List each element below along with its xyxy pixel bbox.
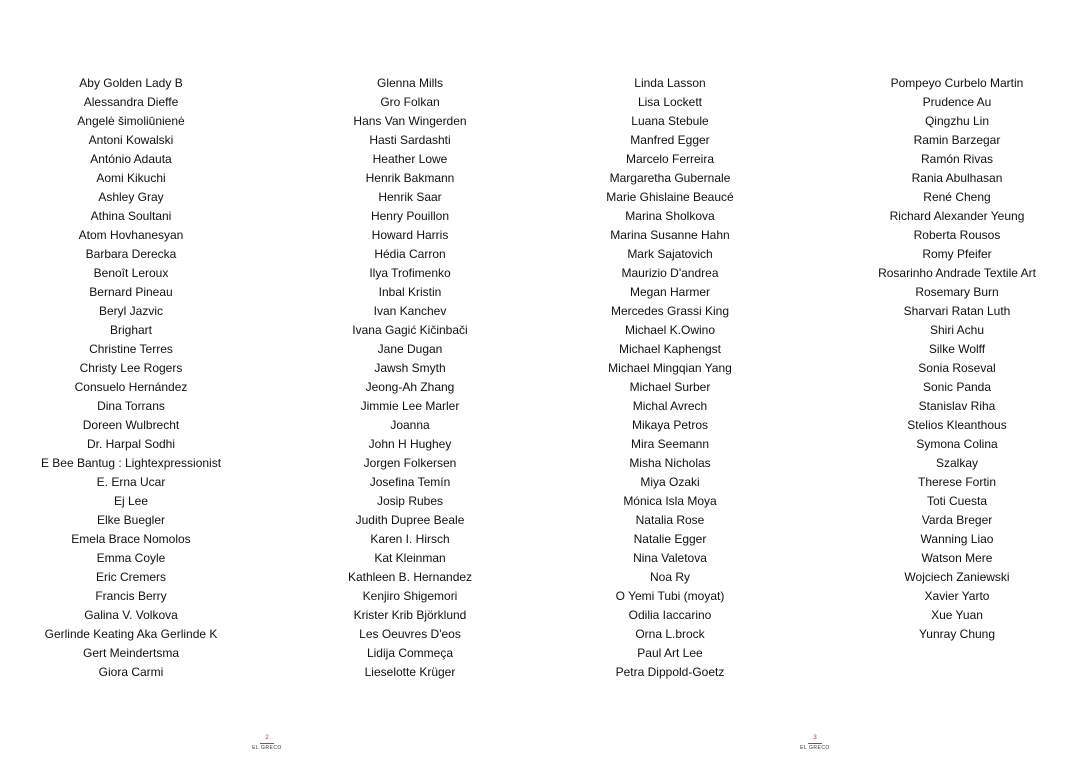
name-column-3 — [540, 74, 800, 682]
artist-name: Lidija Commeça — [366, 646, 454, 660]
artist-name: Manfred Egger — [630, 133, 710, 147]
artist-name: Hédia Carron — [374, 247, 446, 261]
artist-name: Henrik Bakmann — [365, 171, 455, 185]
artist-name: Henrik Saar — [378, 190, 442, 204]
artist-name: Elke Buegler — [96, 513, 166, 527]
artist-name: Josip Rubes — [376, 494, 444, 508]
artist-name: Sonia Roseval — [918, 361, 996, 375]
artist-name: Prudence Au — [922, 95, 992, 109]
artist-name: Marie Ghislaine Beaucé — [606, 190, 734, 204]
artist-name: Heather Lowe — [372, 152, 448, 166]
artist-name: Henry Pouillon — [370, 209, 450, 223]
artist-name: Marina Sholkova — [625, 209, 715, 223]
artist-name: Michal Avrech — [632, 399, 708, 413]
left-page-number: 2 — [265, 735, 269, 741]
artist-name: Hans Van Wingerden — [353, 114, 467, 128]
artist-name: Mónica Isla Moya — [623, 494, 717, 508]
artist-name: Bernard Pineau — [89, 285, 173, 299]
artist-name: Szalkay — [935, 456, 979, 470]
artist-name: Yunray Chung — [918, 627, 996, 641]
artist-name: Richard Alexander Yeung — [889, 209, 1025, 223]
artist-name: Ej Lee — [113, 494, 149, 508]
artist-name: Varda Breger — [921, 513, 993, 527]
artist-name: Jorgen Folkersen — [363, 456, 457, 470]
artist-name: António Adauta — [90, 152, 172, 166]
artist-name: Antoni Kowalski — [88, 133, 174, 147]
artist-name: Beryl Jazvic — [98, 304, 163, 318]
artist-name: Paul Art Lee — [637, 646, 703, 660]
artist-name: Doreen Wulbrecht — [82, 418, 180, 432]
artist-name: Michael K.Owino — [624, 323, 716, 337]
artist-name: Qingzhu Lin — [924, 114, 990, 128]
artist-name: E. Erna Ucar — [96, 475, 166, 489]
artist-name: Alessandra Dieffe — [83, 95, 179, 109]
artist-name: Therese Fortin — [917, 475, 997, 489]
artist-name: Natalie Egger — [633, 532, 707, 546]
artist-name: Rania Abulhasan — [911, 171, 1003, 185]
artist-name: Glenna Mills — [376, 76, 444, 90]
artist-name: Aomi Kikuchi — [96, 171, 166, 185]
right-footer-rule — [808, 743, 822, 744]
artist-name: Shiri Achu — [929, 323, 985, 337]
artist-name: Ashley Gray — [98, 190, 164, 204]
artist-name: Giora Carmi — [98, 665, 164, 679]
artist-name: Athina Soultani — [90, 209, 172, 223]
artist-name: Linda Lasson — [634, 76, 706, 90]
name-column-2 — [280, 74, 540, 682]
artist-name: Nina Valetova — [633, 551, 707, 565]
artist-name: Josefina Temín — [369, 475, 451, 489]
artist-name: Krister Krib Björklund — [353, 608, 467, 622]
right-page-footer — [785, 735, 845, 751]
artist-name: Eric Cremers — [95, 570, 166, 584]
artist-name: Ivan Kanchev — [373, 304, 447, 318]
artist-name: Michael Mingqian Yang — [608, 361, 732, 375]
artist-name: Mercedes Grassi King — [610, 304, 730, 318]
artist-name: Gert Meindertsma — [82, 646, 180, 660]
artist-name: Marina Susanne Hahn — [610, 228, 730, 242]
artist-name: Howard Harris — [371, 228, 449, 242]
artist-name: Ramin Barzegar — [913, 133, 1001, 147]
artist-name: Gro Folkan — [380, 95, 440, 109]
artist-name: Noa Ry — [649, 570, 690, 584]
artist-name: Xue Yuan — [931, 608, 983, 622]
artist-name: Emela Brace Nomolos — [71, 532, 191, 546]
artist-name: Gerlinde Keating Aka Gerlinde K — [44, 627, 218, 641]
artist-name: Xavier Yarto — [924, 589, 990, 603]
artist-name: Joanna — [390, 418, 430, 432]
artist-name: Consuelo Hernández — [74, 380, 188, 394]
artist-name: Michael Kaphengst — [618, 342, 722, 356]
artist-name: Stanislav Riha — [918, 399, 996, 413]
artist-name: Emma Coyle — [96, 551, 166, 565]
artist-name: Mira Seemann — [630, 437, 710, 451]
artist-name: Dina Torrans — [97, 399, 165, 413]
artist-name: Angelė šimoliūnienė — [77, 114, 185, 128]
artist-name: Stelios Kleanthous — [907, 418, 1007, 432]
artist-name: Wojciech Zaniewski — [904, 570, 1010, 584]
artist-name: Brighart — [109, 323, 153, 337]
artist-name: Ivana Gagić Kičinbači — [352, 323, 468, 337]
artist-name: Les Oeuvres D'eos — [359, 627, 461, 641]
artist-name: Francis Berry — [95, 589, 167, 603]
left-brand-mark: EL GRECO — [252, 745, 282, 751]
artist-name: Luana Stebule — [631, 114, 709, 128]
artist-name: Silke Wolff — [928, 342, 986, 356]
artist-name: Margaretha Gubernale — [609, 171, 731, 185]
name-column-1 — [1, 74, 261, 682]
artist-name: Sonic Panda — [922, 380, 992, 394]
artist-name: Judith Dupree Beale — [355, 513, 465, 527]
artist-name: Benoît Leroux — [93, 266, 169, 280]
right-page-number: 3 — [813, 735, 817, 741]
artist-name: Aby Golden Lady B — [79, 76, 183, 90]
artist-name: Galina V. Volkova — [84, 608, 178, 622]
artist-name: Dr. Harpal Sodhi — [86, 437, 176, 451]
artist-name: Romy Pfeifer — [922, 247, 992, 261]
artist-name: Watson Mere — [921, 551, 993, 565]
artist-name: Jimmie Lee Marler — [360, 399, 460, 413]
artist-name: Petra Dippold-Goetz — [615, 665, 725, 679]
artist-name: Lieselotte Krüger — [364, 665, 456, 679]
artist-name: Kat Kleinman — [374, 551, 446, 565]
name-column-4 — [827, 74, 1080, 644]
artist-name: O Yemi Tubi (moyat) — [615, 589, 725, 603]
artist-name: Inbal Kristin — [378, 285, 442, 299]
artist-name: Maurizio D'andrea — [621, 266, 719, 280]
artist-name: Christine Terres — [89, 342, 173, 356]
artist-name: Toti Cuesta — [926, 494, 988, 508]
artist-name: John H Hughey — [368, 437, 452, 451]
artist-name: Jeong-Ah Zhang — [365, 380, 455, 394]
artist-name: Wanning Liao — [920, 532, 994, 546]
artist-name: Christy Lee Rogers — [79, 361, 183, 375]
artist-name: Marcelo Ferreira — [625, 152, 715, 166]
artist-name: Jane Dugan — [377, 342, 443, 356]
artist-name: Rosemary Burn — [915, 285, 999, 299]
artist-name: Karen I. Hirsch — [370, 532, 450, 546]
artist-name: E Bee Bantug : Lightexpressionist — [40, 456, 222, 470]
artist-name: Atom Hovhanesyan — [78, 228, 184, 242]
artist-name: Hasti Sardashti — [369, 133, 451, 147]
artist-name: Pompeyo Curbelo Martin — [890, 76, 1024, 90]
artist-name: Ramón Rivas — [920, 152, 994, 166]
artist-name: Kathleen B. Hernandez — [347, 570, 473, 584]
artist-name: Ilya Trofimenko — [369, 266, 451, 280]
artist-name: Misha Nicholas — [629, 456, 711, 470]
artist-name: Kenjiro Shigemori — [362, 589, 458, 603]
artist-name: René Cheng — [923, 190, 991, 204]
artist-name: Roberta Rousos — [913, 228, 1001, 242]
artist-name: Odilia Iaccarino — [628, 608, 712, 622]
artist-name: Mark Sajatovich — [627, 247, 713, 261]
artist-name: Lisa Lockett — [637, 95, 703, 109]
artist-name: Rosarinho Andrade Textile Art — [878, 266, 1036, 280]
right-brand-mark: EL GRECO — [800, 745, 830, 751]
artist-name: Sharvari Ratan Luth — [903, 304, 1011, 318]
artist-name: Michael Surber — [629, 380, 711, 394]
artist-name: Mikaya Petros — [631, 418, 709, 432]
artist-name: Symona Colina — [916, 437, 998, 451]
left-footer-rule — [260, 743, 274, 744]
artist-name: Megan Harmer — [629, 285, 711, 299]
artist-name: Natalia Rose — [635, 513, 705, 527]
artist-name: Orna L.brock — [635, 627, 705, 641]
left-page-footer — [237, 735, 297, 751]
artist-name: Miya Ozaki — [640, 475, 700, 489]
artist-name: Jawsh Smyth — [374, 361, 446, 375]
artist-name: Barbara Derecka — [85, 247, 177, 261]
